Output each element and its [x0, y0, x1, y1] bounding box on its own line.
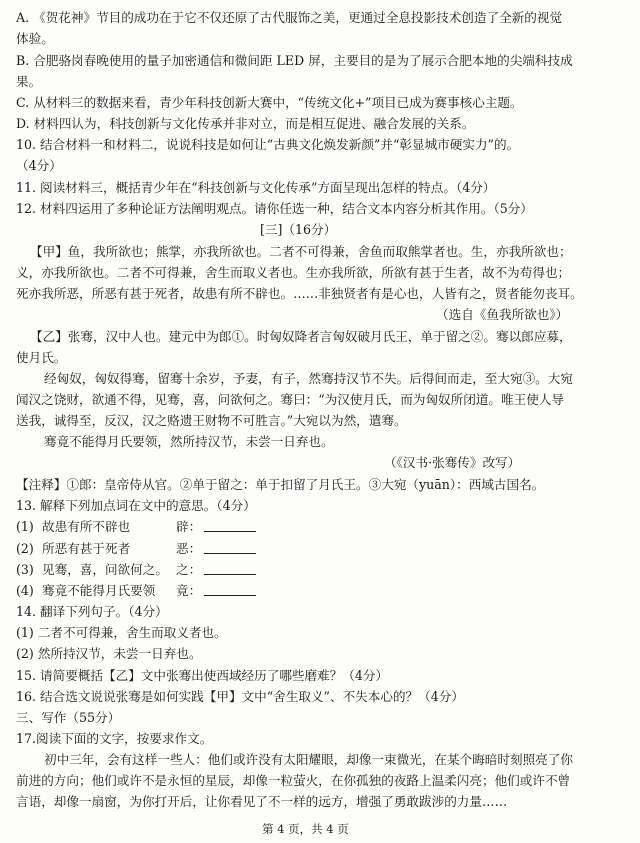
passage-jia-line: 【甲】鱼，我所欲也；熊掌，亦我所欲也。二者不可得兼，舍鱼而取熊掌者也。生，亦我所欲也； [30, 244, 572, 259]
passage-jia-line: 义，亦我所欲也。二者不可得兼，舍生而取义者也。生亦我所欲，所欲有甚于生者，故不为苟得也； [16, 265, 571, 280]
question-11: 11. 阅读材料三，概括青少年在“科技创新与文化传承”方面呈现出怎样的特点。（4分） [16, 180, 496, 195]
question-13-item: (1) 故患有所不辟也 辟： [0, 516, 640, 538]
question-12: 12. 材料四运用了多种论证方法阐明观点。请你任选一种，结合文本内容分析其作用。（5分） [16, 201, 533, 216]
question-16: 16. 结合选文说说张骞是如何实践【甲】文中“舍生取义”、不失本心的？（4分） [16, 689, 464, 704]
prompt-paragraph-line: 前进的方向；他们或许不是永恒的星辰，却像一粒萤火，在你孤独的夜路上温柔闪亮；他们或许不曾 [16, 773, 571, 788]
question-17-title: 17.阅读下面的文字，按要求作文。 [16, 731, 213, 746]
question-10: 10. 结合材料一和材料二，说说科技是如何让“古典文化焕发新颜”并“彰显城市硬实力”的。 [16, 137, 520, 152]
page-footer: 第 4 页，共 4 页 [262, 822, 349, 836]
question-14-sentence: (1) 二者不可得兼，舍生而取义者也。 [16, 625, 227, 640]
passage-yi-line: 【乙】张骞，汉中人也。建元中为郎①。时匈奴降者言匈奴破月氏王，单于留之②。骞以郎应募， [30, 329, 572, 344]
annotation-note: 【注释】①郎：皇帝侍从官。②单于留之：单于扣留了月氏王。③大宛（yuān）：西域古国名。 [16, 477, 545, 492]
option-a-cont: 体验。 [16, 31, 54, 46]
option-d: D. 材料四认为，科技创新与文化传承并非对立，而是相互促进、融合发展的关系。 [16, 116, 475, 131]
passage-yi-line: 送我，诚得至，反汉，汉之赂遗王财物不可胜言。”大宛以为然，遣骞。 [16, 413, 407, 428]
passage-yi-line: 骞竟不能得月氏要领，然所持汉节，未尝一日弃也。 [44, 434, 334, 449]
section-3-heading: [三]（16分） [260, 222, 337, 237]
question-13-title: 13. 解释下列加点词在文中的意思。（4分） [16, 498, 256, 513]
option-b: B. 合肥骆岗春晚使用的量子加密通信和微间距 LED 屏，主要目的是为了展示合肥本地的尖端科技成 [16, 53, 573, 68]
passage-yi-line: 使月氏。 [16, 350, 67, 365]
passage-jia-source: （选自《鱼我所欲也》） [436, 307, 569, 322]
passage-yi-source: （《汉书·张骞传》改写） [384, 455, 521, 470]
question-13-item: (3) 见骞，喜，问欲何之。 之： [0, 559, 640, 581]
prompt-paragraph-line: 言语，却像一扇窗，为你打开后，让你看见了不一样的远方，增强了勇敢跋涉的力量…… [16, 794, 508, 809]
question-10-score: （4分） [16, 158, 62, 173]
answer-blank[interactable] [204, 574, 256, 575]
passage-jia-line: 死亦我所恶，所恶有甚于死者，故患有所不辟也。……非独贤者有是心也，人皆有之，贤者能勿丧耳。 [16, 286, 583, 301]
option-c: C. 从材料三的数据来看，青少年科技创新大赛中，“传统文化+”项目已成为赛事核心主题。 [16, 95, 523, 110]
question-15: 15. 请简要概括【乙】文中张骞出使西域经历了哪些磨难？（4分） [16, 668, 389, 683]
answer-blank[interactable] [204, 531, 256, 532]
passage-yi-line: 经匈奴，匈奴得骞，留骞十余岁，予妻，有子，然骞持汉节不失。后得间而走，至大宛③。大宛 [44, 371, 573, 386]
answer-blank[interactable] [204, 595, 256, 596]
question-13-item: (2) 所恶有甚于死者 恶： [0, 538, 640, 560]
section-writing-heading: 三、写作（55分） [16, 710, 121, 725]
option-b-cont: 果。 [16, 74, 42, 89]
question-13-item: (4) 骞竟不能得月氏要领 竟： [0, 580, 640, 602]
question-14-sentence: (2) 然所持汉节，未尝一日弃也。 [16, 646, 202, 661]
passage-yi-line: 闻汉之饶财，欲通不得，见骞，喜，问欲何之。骞曰：“为汉使月氏，而为匈奴所闭道。唯王使人导 [16, 392, 564, 407]
answer-blank[interactable] [204, 553, 256, 554]
prompt-paragraph-line: 初中三年，会有这样一些人：他们或许没有太阳耀眼，却像一束微光，在某个晦暗时刻照亮了你 [44, 752, 573, 767]
option-a: A. 《贺花神》节目的成功在于它不仅还原了古代服饰之美，更通过全息投影技术创造了全新的视觉 [16, 10, 563, 25]
question-14-title: 14. 翻译下列句子。（4分） [16, 604, 168, 619]
